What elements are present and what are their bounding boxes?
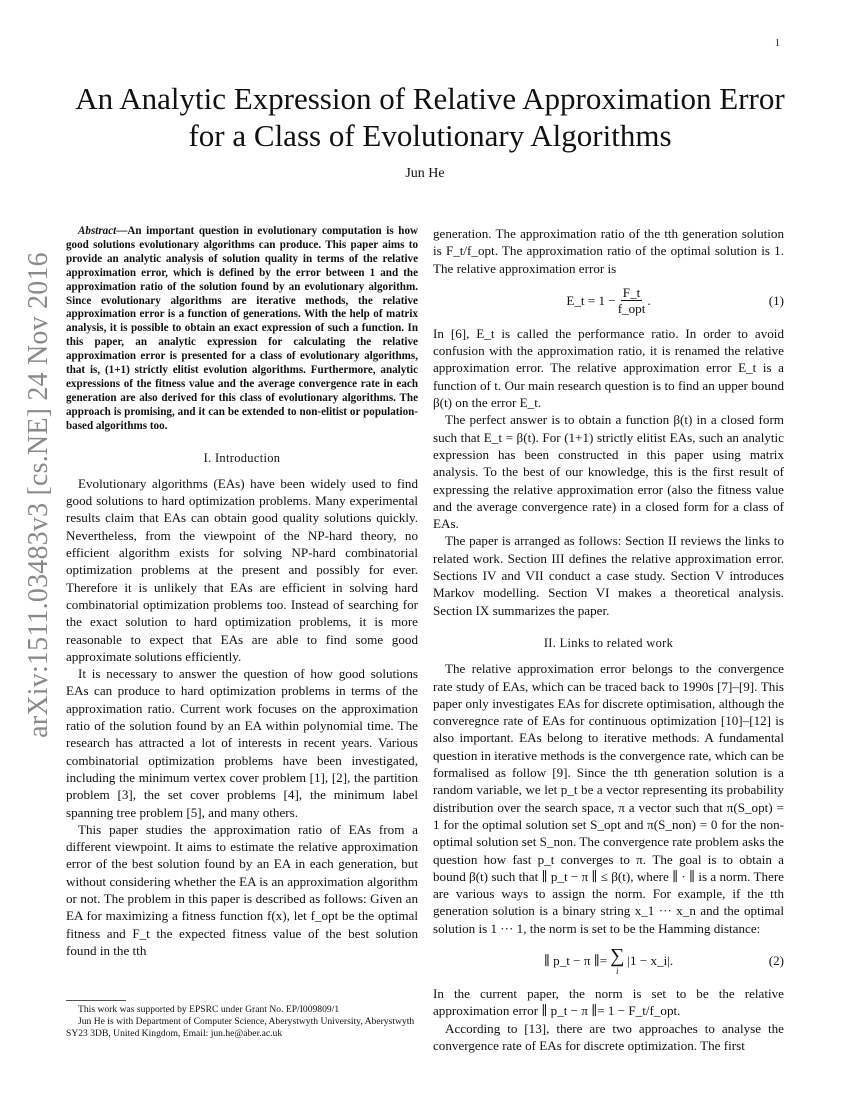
left-column [66, 225, 418, 959]
arxiv-identifier [22, 252, 56, 738]
paragraph-performance-ratio: In [6], E_t is called the performance ratio. In order to avoid confusion with the approximation ratio, it is renamed the relative approximation error. The relative approximation error E_t is a function of t. Our main research question is to find an upper bound β(t) on the error E_t. [433, 325, 784, 411]
footnote-divider [66, 1000, 126, 1001]
intro-paragraph-continued: generation. The approximation ratio of the tth generation solution is F_t/f_opt. The approximation ratio of the optimal solution is 1. The relative approximation error is [433, 226, 784, 276]
related-work-paragraph: The relative approximation error belongs to the convergence rate study of EAs, which can be traced back to 1990s [7]–[9]. This paper only investigates EAs for discrete optimisation, although the converegnce rate of EAs for continuous optimization [10]–[12] is also important. EAs belong to iterative methods. A fundamental question in iterative methods is the convergence rate, which can be formalised as follow [9]. Since the tth generation solution is a random variable, we let p_t be a vector representing its probability distribution over the search space, π a vector such that π(S_opt) = 1 for the optimal solution set S_opt and π(S_non) = 0 for the non-optimal solution set S_non. The convergence rate problem asks the question how fast p_t converges to π. The goal is to obtain a bound β(t) such that ∥ p_t − π ∥ ≤ β(t), where ∥ · ∥ is a norm. There are various ways to assign the norm. For example, if the tth generation solution is a binary string x_1 ··· x_n and the optimal solution is 1 ··· 1, the norm is set to be the Hamming distance: [433, 661, 784, 936]
paragraph-arrangement: The paper is arranged as follows: Section II reviews the links to related work. Section III defines the relative approximation error. Sections IV and VII conduct a case study. Section V introduces Markov modelling. Section VI makes a theoretical analysis. Section IX summarizes the paper. [433, 533, 784, 618]
equation-2-lhs: ∥ p_t − π ∥= [543, 953, 608, 969]
footnotes [66, 1004, 418, 1040]
equation-2 [433, 943, 784, 979]
section-heading-related-work: II. Links to related work [543, 635, 674, 650]
page-number: 1 [775, 38, 780, 49]
abstract-label: Abstract [78, 225, 117, 237]
footnote-funding: This work was supported by EPSRC under Grant No. EP/I009809/1 [78, 1004, 340, 1015]
paragraph-current-norm: In the current paper, the norm is set to be the relative approximation error ∥ p_t − π ∥= 1 − F_t/f_opt. [433, 985, 784, 1019]
equation-1-number: (1) [768, 293, 784, 309]
summation-index: i [616, 965, 619, 976]
intro-paragraph-3: This paper studies the approximation ratio of EAs from a different viewpoint. It aims to estimate the relative approximation error of the best solution found by an EA in each generation, but without considering whether the EA is an approximation algorithm or not. The problem in this paper is described as follows: Given an EA for maximizing a fitness function f(x), let f_opt be the optimal fitness and F_t the expected fitness value of the best solution found in the tth [66, 821, 418, 958]
abstract [66, 225, 418, 434]
footnote-affiliation: Jun He is with Department of Computer Science, Aberystwyth University, Aberystwyth SY23 3DB, United Kingdom, Email: jun.he@aber.ac.uk [66, 1016, 415, 1039]
equation-1-denominator: f_opt [617, 301, 646, 317]
arxiv-identifier-text: arXiv:1511.03483v3 [cs.NE] 24 Nov 2016 [23, 252, 54, 738]
paper-title: An Analytic Expression of Relative Approximation Error for a Class of Evolutionary Algorithms [75, 81, 785, 153]
paragraph-perfect-answer: The perfect answer is to obtain a function β(t) in a closed form such that E_t = β(t). For (1+1) strictly elitist EAs, such an analytic expression has been constructed in this paper using matrix analysis. To the best of our knowledge, this is the first result of expressing the relative approximation error (also the fitness value and the average convergence rate) in a closed form for a class of EAs. [433, 412, 784, 532]
author: Jun He [405, 166, 445, 181]
equation-2-number: (2) [768, 953, 784, 969]
equation-1-lhs: E_t = 1 − [566, 293, 616, 309]
right-column [433, 225, 784, 1054]
equation-1-numerator: F_t [622, 285, 641, 301]
intro-paragraph-1: Evolutionary algorithms (EAs) have been widely used to find good solutions to hard optimization problems. Many experimental results claim that EAs can obtain good quality solutions quickly. Nevertheless, from the viewpoint of the NP-hard theory, no efficient algorithm exists for solving NP-hard combinatorial optimization problems at the present and possibly for ever. Therefore it is unlikely that EAs are efficient in solving hard combinatorial optimization problems too. Instead of searching for the exact solution to hard optimization problems, it is more reasonable to expect that EAs are able to find some good approximate solutions efficiently. [66, 475, 418, 664]
paragraph-two-approaches: According to [13], there are two approaches to analyse the convergence rate of EAs for discrete optimization. The first [433, 1020, 784, 1053]
intro-paragraph-2: It is necessary to answer the question of how good solutions EAs can produce to hard optimization problems in terms of the approximation ratio. Current work focuses on the approximation ratio of the solution found by an EA within polynomial time. The research has attracted a lot of interests in recent years. Various combinatorial optimization problems have been investigated, including the minimum vertex cover problem [1], [2], the partition problem [3], the set cover problems [4], the minimum label spanning tree problem [5], and many others. [66, 666, 418, 820]
equation-2-rhs: |1 − x_i|. [627, 953, 674, 969]
abstract-text: —An important question in evolutionary computation is how good solutions evolutionary algorithms can produce. This paper aims to provide an analytic analysis of solution quality in terms of the relative approximation error, which is defined by the error between 1 and the approximation ratio of the solution found by an evolutionary algorithm. Since evolutionary algorithms are iterative methods, the relative approximation error is a function of generations. With the help of matrix analysis, it is possible to obtain an exact expression of such a function. In this paper, an analytic expression for calculating the relative approximation error is presented for a class of evolutionary algorithms, that is, (1+1) strictly elitist evolution algorithms. Furthermore, analytic expressions of the fitness value and the average convergence rate in each generation are also derived for this class of evolutionary algorithms. The approach is promising, and it can be extended to non-elitist or population-based algorithms too. [66, 225, 418, 432]
summation-symbol: ∑ i [610, 944, 625, 976]
section-heading-introduction: I. Introduction [203, 450, 281, 465]
equation-1-fraction [618, 285, 646, 316]
equation-1: E_t = 1 − $\frac{F\_t}{\text{f\_opt}}$ . (1) [566, 285, 784, 317]
